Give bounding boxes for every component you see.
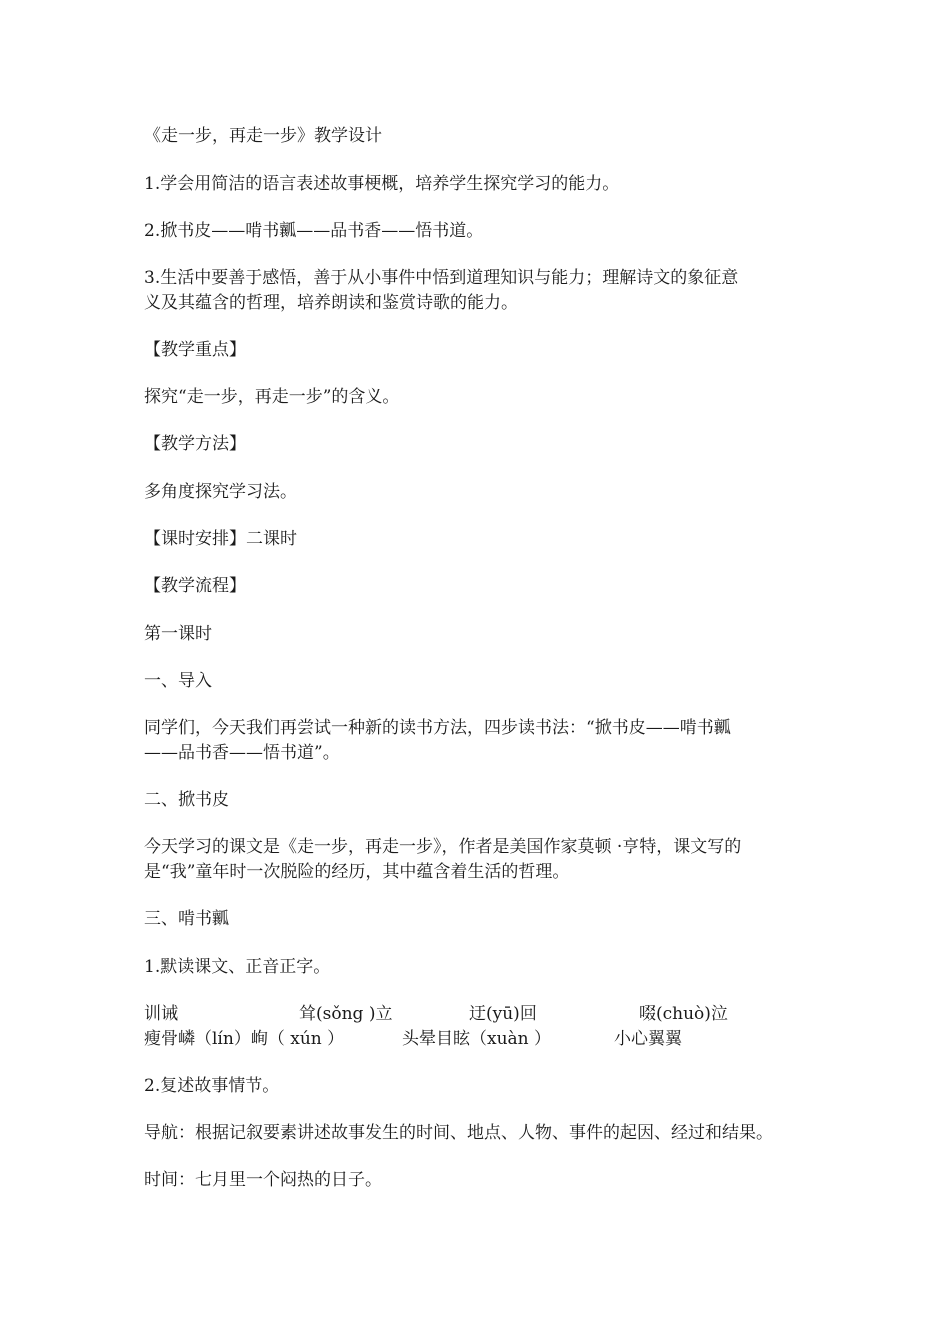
section-intro-heading: 一、导入 [144,671,212,691]
section-intro-line-1: 同学们，今天我们再尝试一种新的读书方法，四步读书法：“掀书皮——啃书瓤 [144,718,731,738]
section-cover-line-2: 是“我”童年时一次脱险的经历，其中蕴含着生活的哲理。 [144,862,570,882]
process-heading: 【教学流程】 [144,576,246,596]
objective-3-line-2: 义及其蕴含的哲理，培养朗读和鉴赏诗歌的能力。 [144,293,518,313]
task-2: 2.复述故事情节。 [144,1076,280,1096]
objective-3-line-1: 3.生活中要善于感悟，善于从小事件中悟到道理知识与能力；理解诗文的象征意 [144,268,739,288]
section-intro-line-2: ——品书香——悟书道”。 [144,743,340,763]
objective-1: 1.学会用简洁的语言表述故事梗概，培养学生探究学习的能力。 [144,174,620,194]
vocab-item: 头晕目眩（xuàn ） [402,1029,552,1049]
guide-line: 导航：根据记叙要素讲述故事发生的时间、地点、人物、事件的起因、经过和结果。 [144,1123,773,1143]
lesson-label: 第一课时 [144,624,212,644]
vocab-item: 小心翼翼 [614,1029,682,1049]
objective-2: 2.掀书皮——啃书瓤——品书香——悟书道。 [144,221,484,241]
task-1: 1.默读课文、正音正字。 [144,957,331,977]
method-content: 多角度探究学习法。 [144,482,297,502]
vocab-item: 迂(yū)回 [469,1004,537,1024]
key-points-content: 探究“走一步，再走一步”的含义。 [144,387,400,407]
vocab-item: 训诫 [144,1004,178,1024]
section-cover-line-1: 今天学习的课文是《走一步，再走一步》，作者是美国作家莫顿 ·亨特，课文写的 [144,837,742,857]
time-line: 时间：七月里一个闷热的日子。 [144,1170,382,1190]
key-points-heading: 【教学重点】 [144,340,246,360]
method-heading: 【教学方法】 [144,434,246,454]
vocab-item: 瘦骨嶙（lín）峋（ xún ） [144,1029,345,1049]
vocab-item: 啜(chuò)泣 [639,1004,728,1024]
section-cover-heading: 二、掀书皮 [144,790,229,810]
section-read-heading: 三、啃书瓤 [144,909,229,929]
schedule-line: 【课时安排】二课时 [144,529,297,549]
document-title: 《走一步，再走一步》教学设计 [144,126,382,146]
vocab-item: 耸(sǒng )立 [299,1004,393,1024]
